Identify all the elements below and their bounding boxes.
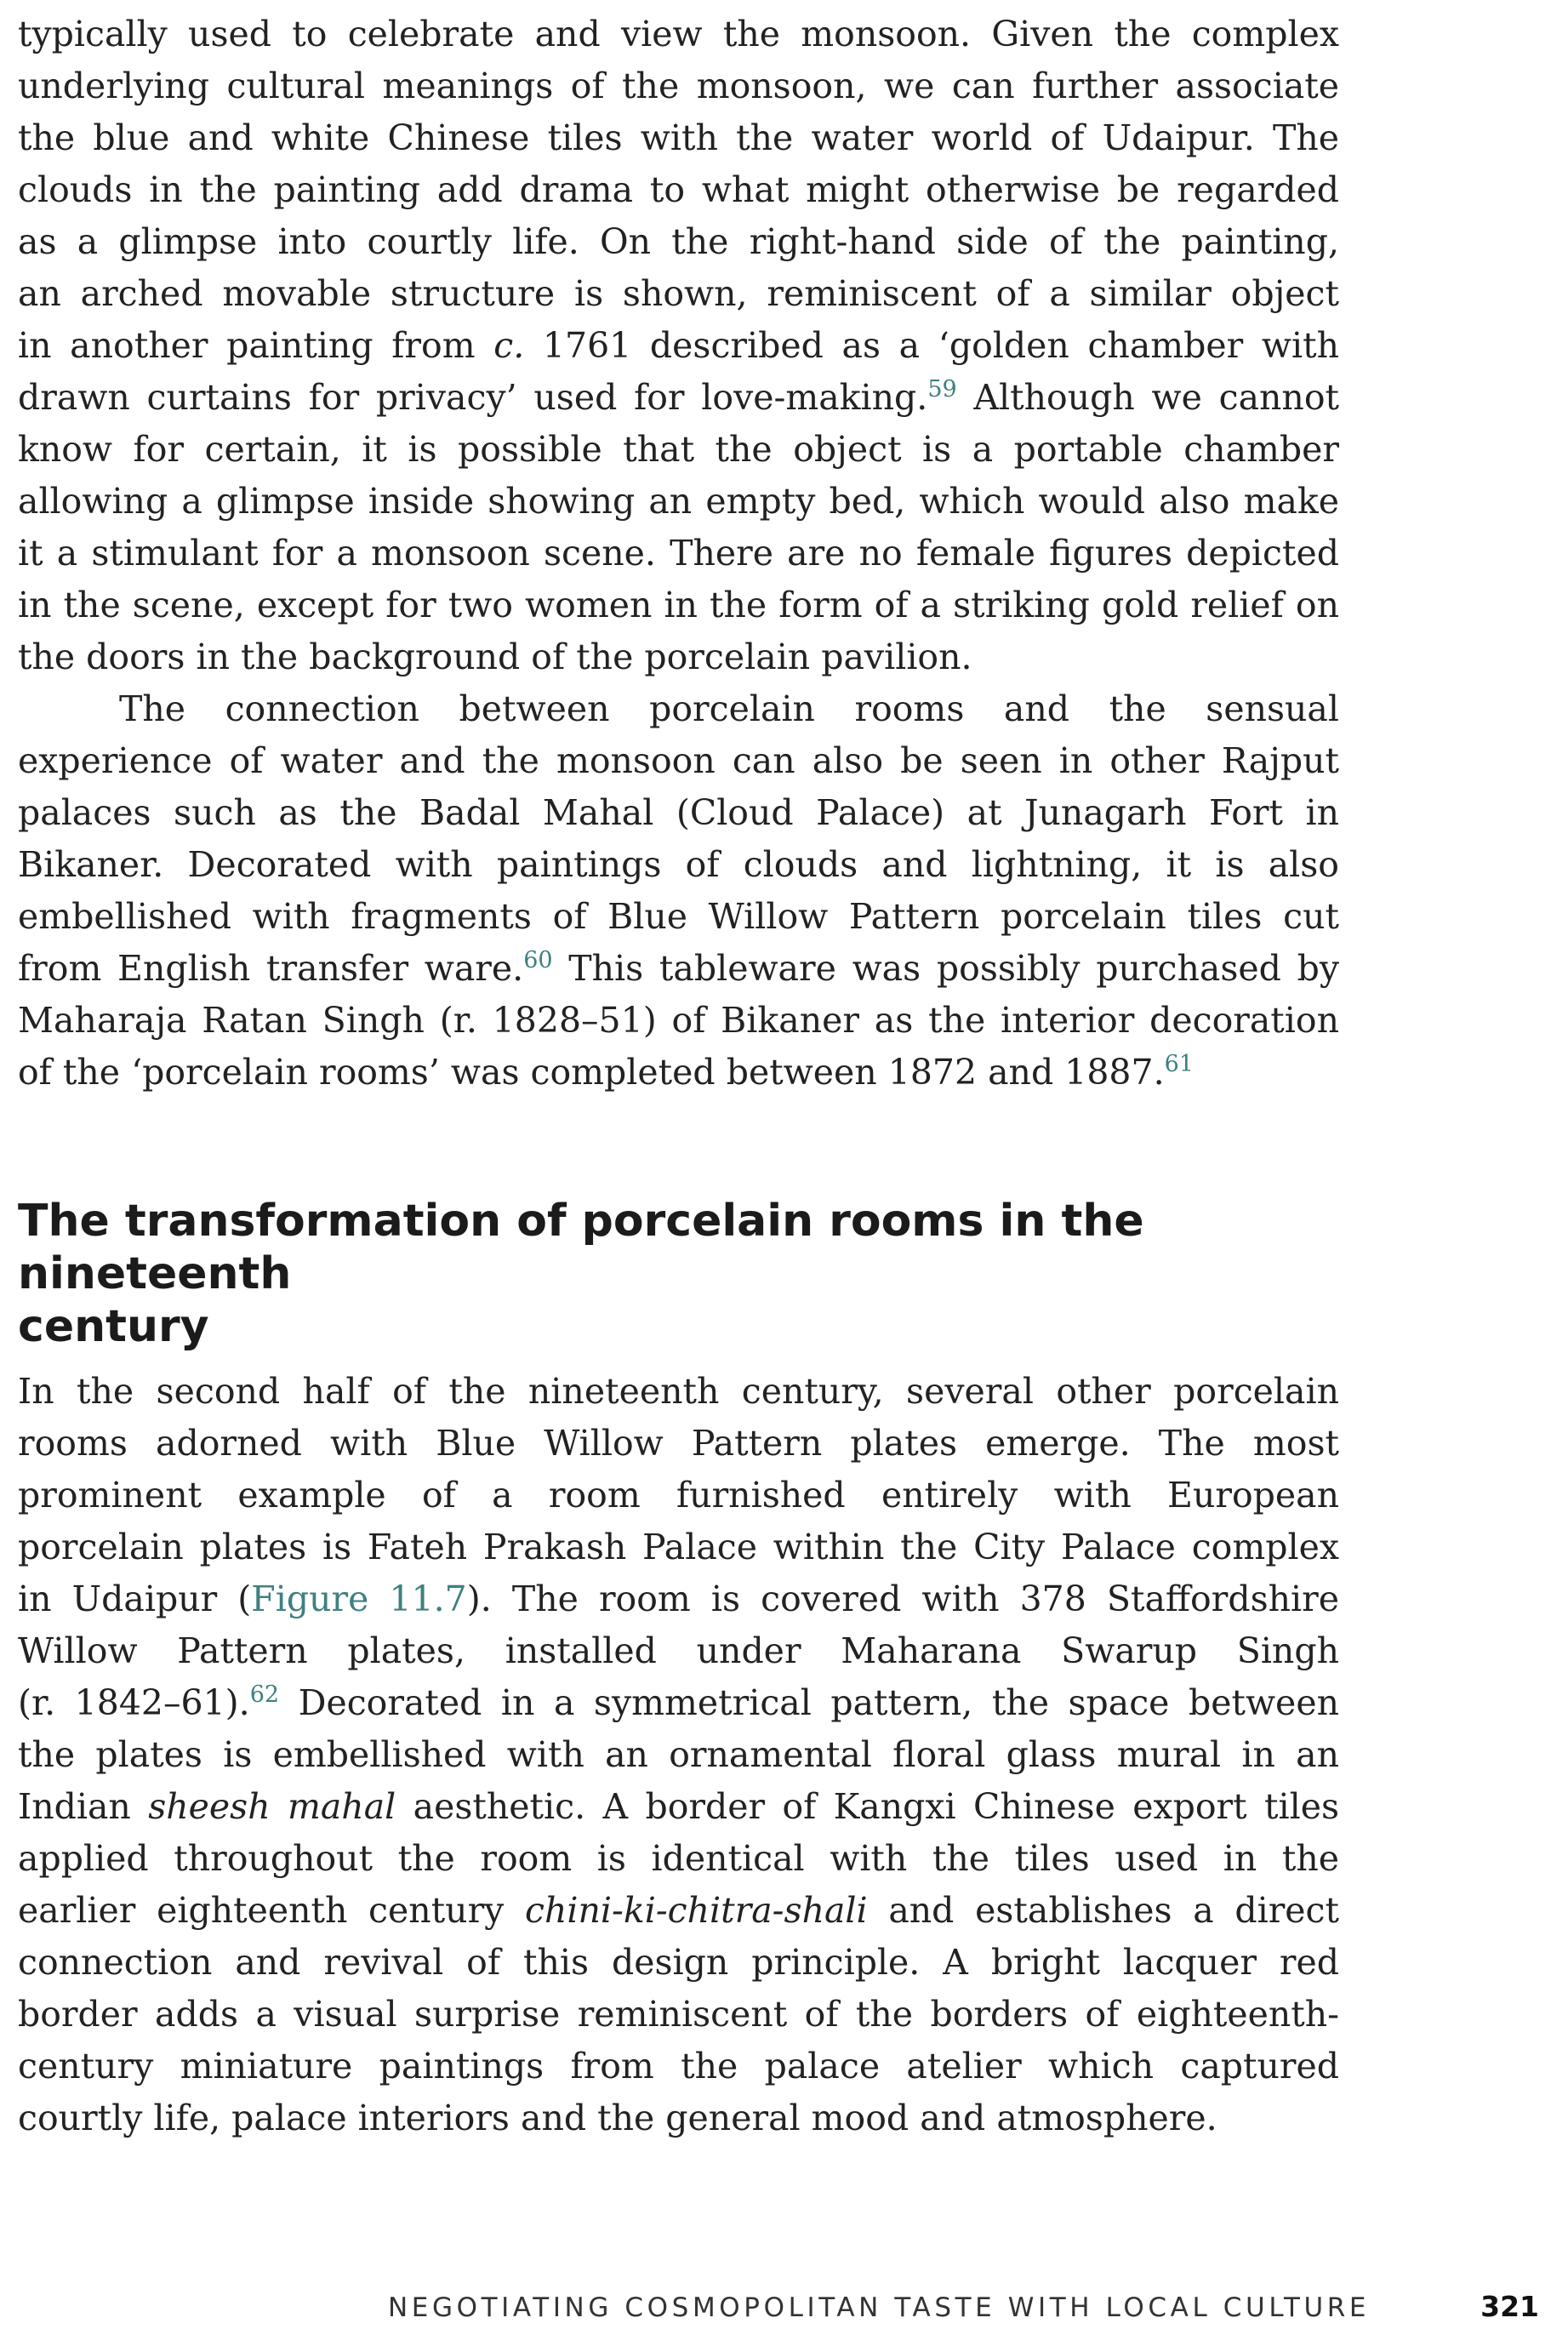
text-run: ). The room is covered with 378 Staffordshire	[466, 1578, 1339, 1619]
text-run: (r. 1842–61).	[18, 1682, 250, 1723]
text-line	[18, 943, 1339, 995]
text-run: Although we cannot	[956, 377, 1339, 418]
section-heading-line: century	[18, 1301, 209, 1352]
footnote-reference-62[interactable]: 62	[249, 1681, 280, 1708]
text-line: allowing a glimpse inside showing an empty bed, which would also make	[18, 481, 1339, 522]
text-run: in another painting from	[18, 325, 494, 366]
text-line: in the scene, except for two women in the form of a striking gold relief on	[18, 585, 1339, 625]
text-line: The connection between porcelain rooms and the sensual	[119, 688, 1339, 729]
text-line: courtly life, palace interiors and the general mood and atmosphere.	[18, 2098, 1217, 2138]
text-run: Decorated in a symmetrical pattern, the space between	[279, 1682, 1339, 1723]
text-run: aesthetic. A border of Kangxi Chinese export tiles	[396, 1786, 1339, 1827]
text-run: drawn curtains for privacy’ used for love-making.	[18, 377, 928, 418]
text-run: of the ‘porcelain rooms’ was completed between 1872 and 1887.	[18, 1052, 1165, 1093]
text-run: and establishes a direct	[867, 1890, 1339, 1931]
text-line: the blue and white Chinese tiles with the water world of Udaipur. The	[18, 117, 1339, 158]
text-line: experience of water and the monsoon can also be seen in other Rajput	[18, 740, 1339, 781]
text-line: rooms adorned with Blue Willow Pattern plates emerge. The most	[18, 1423, 1339, 1464]
text-line: as a glimpse into courtly life. On the right-hand side of the painting,	[18, 221, 1339, 262]
text-line: century miniature paintings from the palace atelier which captured	[18, 2046, 1339, 2087]
text-line: Willow Pattern plates, installed under Maharana Swarup Singh	[18, 1630, 1339, 1671]
running-head: NEGOTIATING COSMOPOLITAN TASTE WITH LOCAL CULTURE	[388, 2292, 1371, 2323]
text-line	[18, 1781, 1339, 1833]
paragraph-1	[18, 9, 1339, 683]
text-line: know for certain, it is possible that the object is a portable chamber	[18, 429, 1339, 470]
paragraph-3	[18, 1366, 1339, 2144]
text-line: embellished with fragments of Blue Willow Pattern porcelain tiles cut	[18, 896, 1339, 937]
text-run: in Udaipur (	[18, 1578, 252, 1619]
italic-term: sheesh mahal	[148, 1786, 396, 1827]
text-run: from English transfer ware.	[18, 948, 524, 989]
text-line: the plates is embellished with an ornamental floral glass mural in an	[18, 1734, 1339, 1775]
text-line: In the second half of the nineteenth century, several other porcelain	[18, 1371, 1339, 1412]
section-heading-line: The transformation of porcelain rooms in the nineteenth	[18, 1196, 1144, 1299]
text-line: the doors in the background of the porcelain pavilion.	[18, 637, 972, 677]
text-line	[18, 1047, 1339, 1099]
footnote-reference-60[interactable]: 60	[523, 947, 553, 973]
text-line	[18, 320, 1339, 372]
text-run: 1761 described as a ‘golden chamber with	[524, 325, 1339, 366]
text-line: palaces such as the Badal Mahal (Cloud Palace) at Junagarh Fort in	[18, 792, 1339, 833]
figure-reference-link[interactable]: Figure 11.7	[251, 1578, 467, 1619]
text-line: applied throughout the room is identical with the tiles used in the	[18, 1838, 1339, 1879]
text-line: porcelain plates is Fateh Prakash Palace within the City Palace complex	[18, 1527, 1339, 1567]
text-run: earlier eighteenth century	[18, 1890, 526, 1931]
text-run: This tableware was possibly purchased by	[552, 948, 1339, 989]
footnote-reference-61[interactable]: 61	[1164, 1051, 1194, 1077]
paragraph-2	[18, 683, 1339, 1099]
text-line	[18, 1677, 1339, 1729]
text-line	[18, 1885, 1339, 1937]
text-line	[18, 372, 1339, 424]
section-heading	[18, 1195, 1379, 1353]
page-number: 321	[1480, 2290, 1539, 2323]
text-line: prominent example of a room furnished entirely with European	[18, 1475, 1339, 1516]
text-line: typically used to celebrate and view the monsoon. Given the complex	[18, 14, 1339, 54]
text-line: connection and revival of this design principle. A bright lacquer red	[18, 1942, 1339, 1983]
text-line: underlying cultural meanings of the monsoon, we can further associate	[18, 66, 1339, 106]
text-line: it a stimulant for a monsoon scene. There are no female figures depicted	[18, 533, 1339, 574]
text-line	[18, 1573, 1339, 1625]
text-line: an arched movable structure is shown, reminiscent of a similar object	[18, 273, 1339, 314]
text-run: Indian	[18, 1786, 149, 1827]
italic-term: chini-ki-chitra-shali	[525, 1890, 868, 1931]
text-line: Maharaja Ratan Singh (r. 1828–51) of Bikaner as the interior decoration	[18, 1000, 1339, 1041]
text-line: Bikaner. Decorated with paintings of clouds and lightning, it is also	[18, 844, 1339, 885]
text-line: border adds a visual surprise reminiscent of the borders of eighteenth-	[18, 1994, 1339, 2035]
text-line: clouds in the painting add drama to what might otherwise be regarded	[18, 169, 1339, 210]
footnote-reference-59[interactable]: 59	[927, 376, 957, 402]
italic-abbreviation: c.	[493, 325, 525, 366]
